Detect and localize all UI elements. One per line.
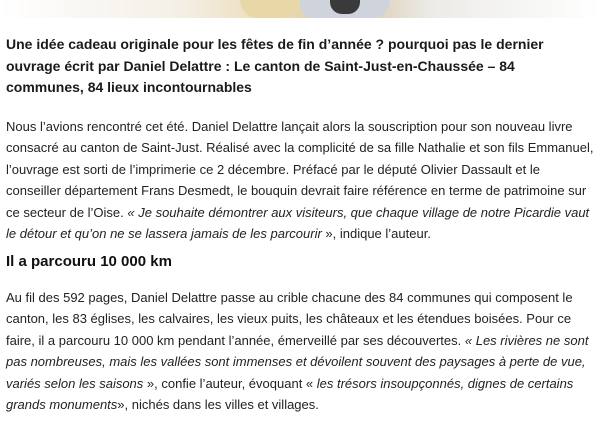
- article-lead: Une idée cadeau originale pour les fêtes de fin d’année ? pourquoi pas le dernier ouvrage écrit par Daniel Delattre : Le canton de Saint-Just-en-Chaussée – 84 communes, 84 lieux incontournables: [6, 36, 544, 95]
- quote-text: les trésors insoupçonnés, dignes de certains grands monuments: [6, 375, 574, 412]
- article-paragraph: [6, 116, 594, 245]
- paragraph-text: », nichés dans les villes et villages.: [117, 397, 319, 412]
- paragraph-text: », indique l’auteur.: [321, 226, 431, 241]
- section-heading: Il a parcouru 10 000 km: [6, 252, 172, 270]
- paragraph-text: Nous l’avions rencontré cet été. Daniel Delattre lançait alors la souscription pour son nouveau livre consacré au canton de Saint-Just. Réalisé avec la complicité de sa fille Nathalie et son fils Emmanuel, l’ouvrage est sorti de l’imprimerie ce 2 décembre. Préfacé par le député Olivier Dassault et le conseiller département Frans Desmedt, le bouquin devrait faire référence en terme de patrimoine sur ce secteur de l’Oise.: [6, 118, 594, 220]
- paragraph-text: », confie l’auteur, évoquant «: [143, 375, 317, 391]
- article-body: [6, 34, 594, 422]
- quote-text: « Je souhaite démontrer aux visiteurs, que chaque village de notre Picardie vaut le détour et qu’on ne se lassera jamais de les parcourir: [6, 204, 590, 241]
- article-paragraph: [6, 287, 594, 416]
- quote-text: « Les rivières ne sont pas nombreuses, mais les vallées sont immenses et dévoilent souvent des paysages à perte de vue, variés selon les saisons: [6, 332, 589, 391]
- photo-detail: [240, 0, 300, 18]
- article-photo: [0, 0, 600, 18]
- paragraph-text: Au fil des 592 pages, Daniel Delattre passe au crible chacune des 84 communes qui composent le canton, les 83 églises, les calvaires, les vieux puits, les châteaux et les étendues boisées. Pour ce faire, il a parcouru 10 000 km pendant l’année, émerveillé par ses découvertes.: [6, 289, 573, 348]
